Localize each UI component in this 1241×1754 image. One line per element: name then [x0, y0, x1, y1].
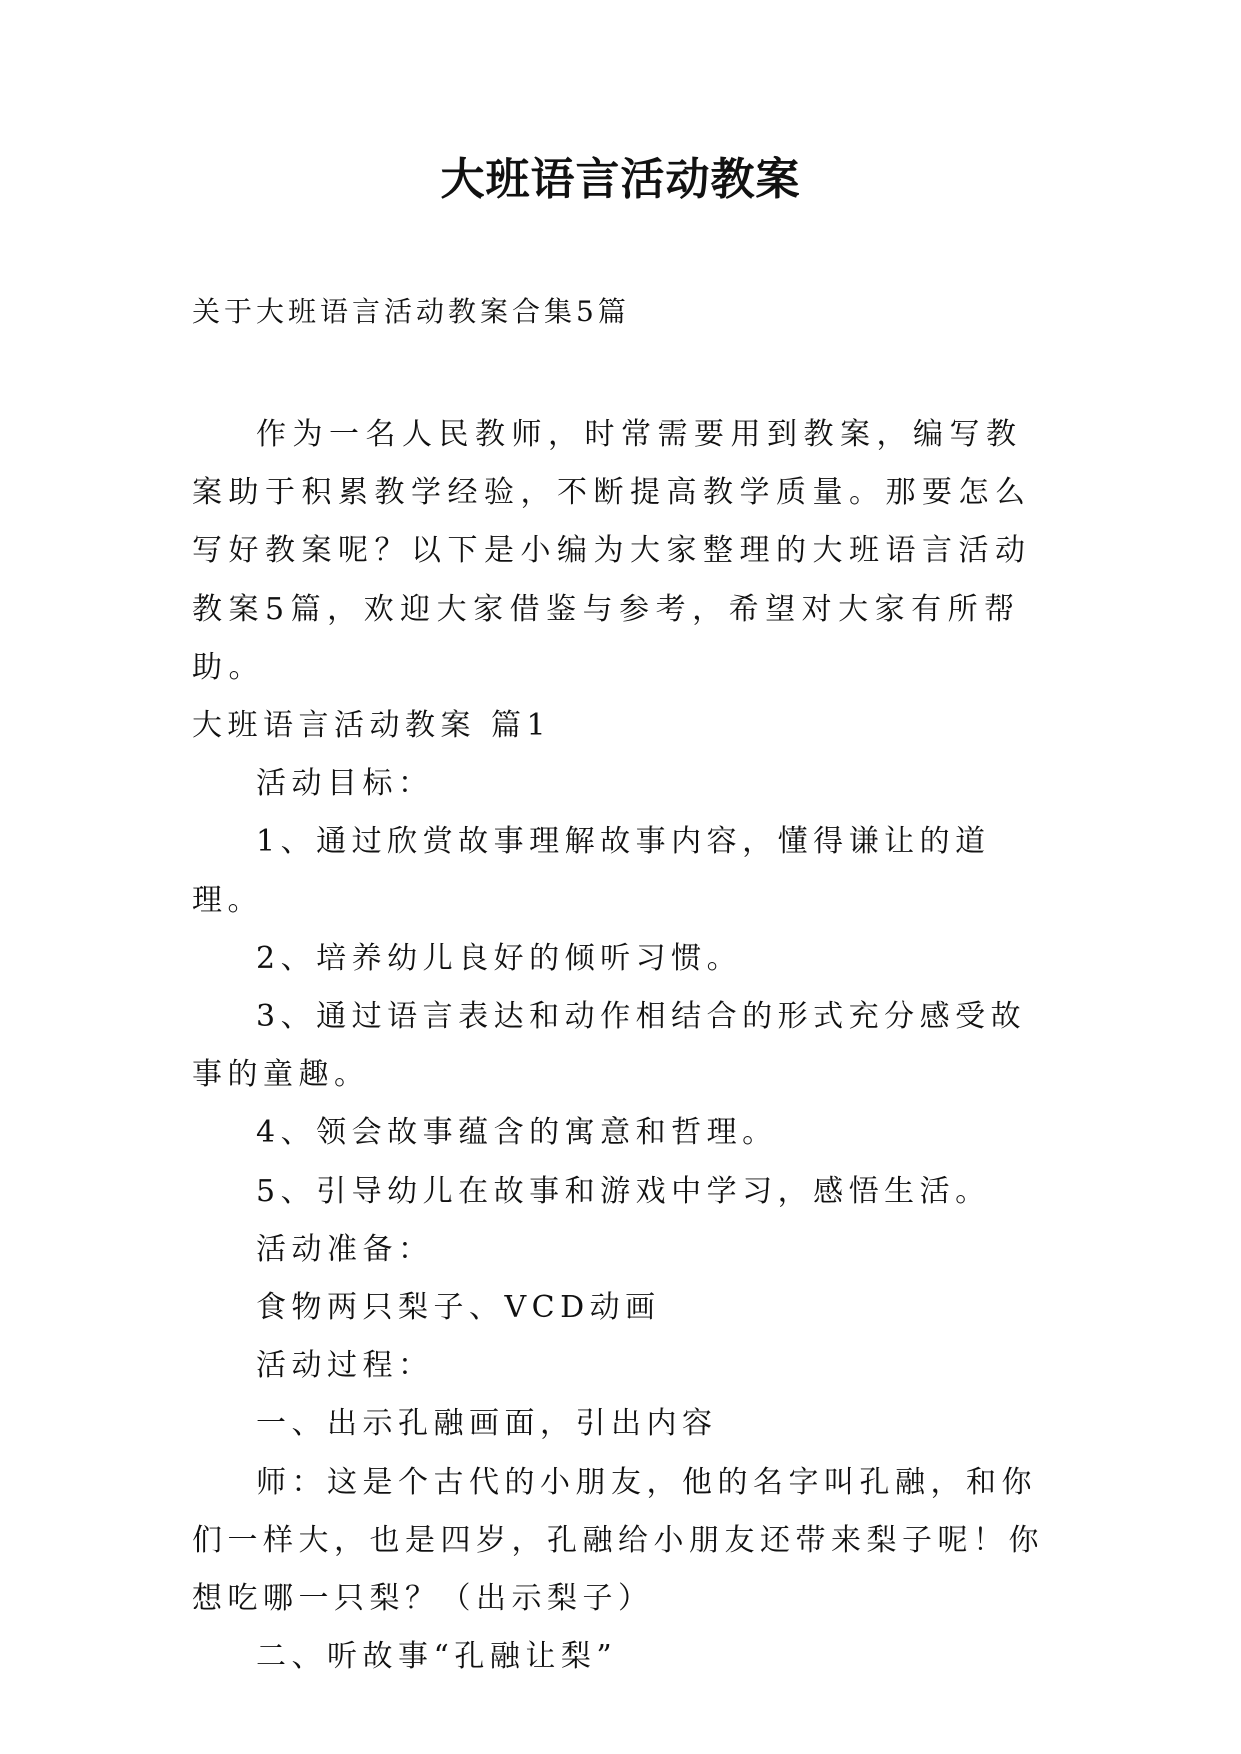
- body-paragraph: 食物两只梨子、VCD动画: [256, 1290, 661, 1326]
- body-paragraph: 活动准备：: [256, 1231, 434, 1267]
- document-title: 大班语言活动教案: [440, 154, 801, 205]
- intro-paragraph: 作为一名人民教师，时常需要用到教案，编写教案助于积累教学经验，不断提高教学质量。那要怎么写好教案呢？以下是小编为大家整理的大班语言活动教案5篇，欢迎大家借鉴与参考，希望对大家有所帮助。: [192, 417, 1032, 685]
- body-paragraph: 3、通过语言表达和动作相结合的形式充分感受故事的童趣。: [192, 999, 1027, 1093]
- body-paragraph: 4、领会故事蕴含的寓意和哲理。: [256, 1115, 778, 1151]
- document-subtitle: 关于大班语言活动教案合集5篇: [192, 295, 630, 328]
- body-paragraph: 2、培养幼儿良好的倾听习惯。: [256, 940, 743, 976]
- document-body: [192, 406, 1052, 1686]
- body-paragraph: 5、引导幼儿在故事和游戏中学习，感悟生活。: [256, 1173, 991, 1209]
- body-paragraph: 活动过程：: [256, 1348, 434, 1384]
- body-paragraph: 一、出示孔融画面，引出内容: [256, 1406, 718, 1442]
- section-heading: 大班语言活动教案 篇1: [192, 708, 552, 744]
- body-paragraph: 1、通过欣赏故事理解故事内容，懂得谦让的道理。: [192, 824, 991, 918]
- body-paragraph: 活动目标：: [256, 766, 434, 802]
- body-paragraph: 二、听故事“孔融让梨”: [256, 1639, 618, 1675]
- body-paragraph: 师：这是个古代的小朋友，他的名字叫孔融，和你们一样大，也是四岁，孔融给小朋友还带来梨子呢！你想吃哪一只梨？（出示梨子）: [192, 1464, 1044, 1617]
